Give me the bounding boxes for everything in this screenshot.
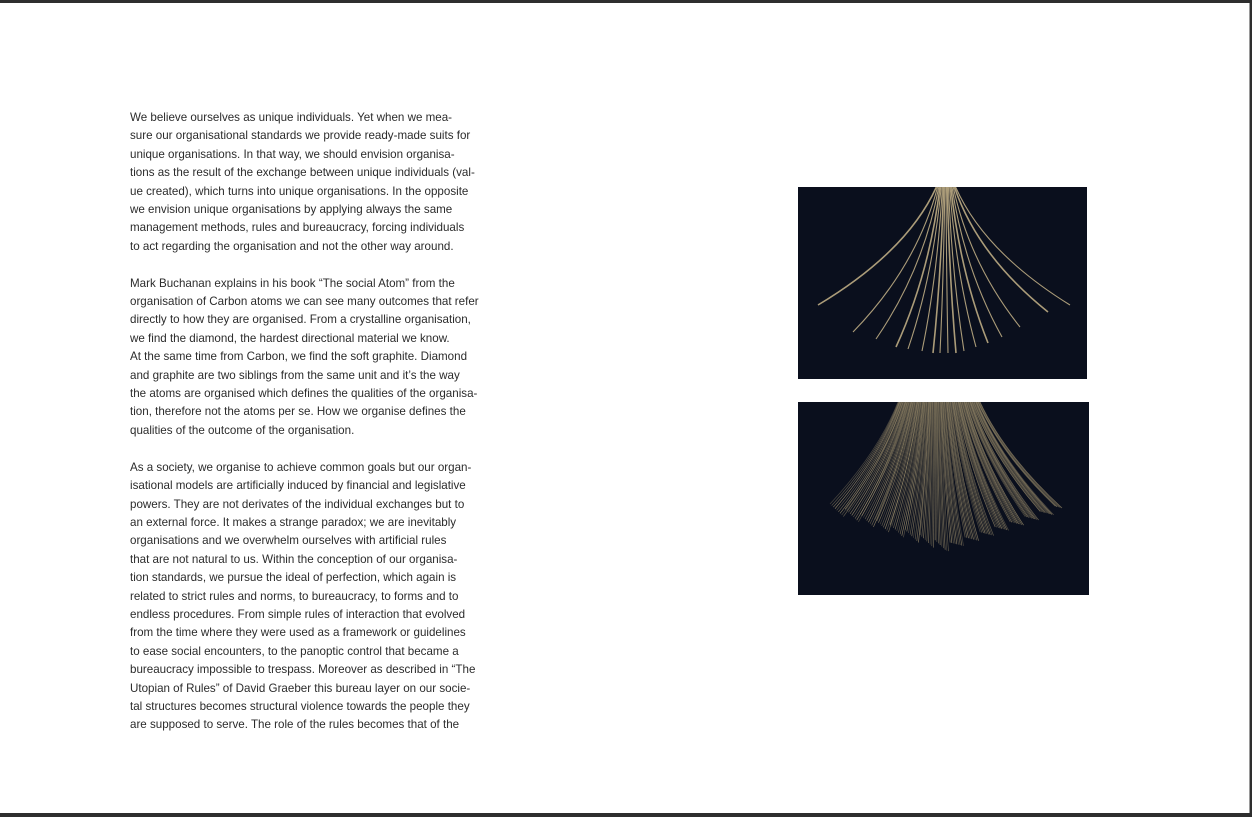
text-line: related to strict rules and norms, to bureaucracy, to forms and to	[130, 589, 459, 603]
paragraph-2	[130, 275, 492, 441]
fiber-strand	[956, 187, 1070, 305]
text-line: We believe ourselves as unique individuals. Yet when we mea-	[130, 111, 453, 124]
text-line: qualities of the outcome of the organisation.	[130, 423, 355, 437]
text-line: tion, therefore not the atoms per se. How we organise defines the	[130, 405, 466, 419]
fanned-strands-illustration	[798, 187, 1087, 379]
text-line: tion standards, we pursue the ideal of perfection, which again is	[130, 571, 457, 585]
text-line: the atoms are organised which defines the qualities of the organisa-	[130, 387, 478, 401]
text-line: Mark Buchanan explains in his book “The social Atom” from the	[130, 276, 455, 290]
text-line: we envision unique organisations by applying always the same	[130, 203, 453, 217]
text-line: directly to how they are organised. From a crystalline organisation,	[130, 313, 471, 327]
text-line: an external force. It makes a strange paradox; we are inevitably	[130, 515, 457, 529]
text-line: powers. They are not derivates of the individual exchanges but to	[130, 497, 465, 511]
text-line: Utopian of Rules” of David Graeber this bureau layer on our socie-	[130, 681, 471, 695]
text-line: to act regarding the organisation and not the other way around.	[130, 239, 454, 253]
text-line: unique organisations. In that way, we should envision organisa-	[130, 147, 455, 161]
document-page	[0, 3, 1250, 813]
text-line: from the time where they were used as a framework or guidelines	[130, 626, 466, 640]
text-line: At the same time from Carbon, we find the soft graphite. Diamond	[130, 350, 468, 364]
text-line: tions as the result of the exchange between unique individuals (val-	[130, 166, 475, 180]
text-line: are supposed to serve. The role of the rules becomes that of the	[130, 718, 460, 732]
text-line: As a society, we organise to achieve common goals but our organ-	[130, 460, 472, 474]
text-line: that are not natural to us. Within the conception of our organisa-	[130, 552, 458, 566]
fiber-strand	[954, 187, 1048, 312]
paragraph-3	[130, 459, 492, 735]
fiber-strand	[852, 402, 906, 515]
text-line: management methods, rules and bureaucracy, forcing individuals	[130, 221, 465, 235]
text-line: bureaucracy impossible to trespass. Moreover as described in “The	[130, 663, 476, 677]
text-line: organisations and we overwhelm ourselves with artificial rules	[130, 534, 447, 548]
text-line: isational models are artificially induced by financial and legislative	[130, 479, 466, 493]
paragraph-1	[130, 109, 492, 256]
text-line: endless procedures. From simple rules of interaction that evolved	[130, 607, 466, 621]
text-line: tal structures becomes structural violence towards the people they	[130, 699, 470, 713]
text-line: to ease social encounters, to the panoptic control that became a	[130, 644, 459, 658]
text-line: sure our organisational standards we provide ready-made suits for	[130, 129, 471, 143]
text-line: we find the diamond, the hardest directional material we know.	[130, 331, 450, 345]
text-line: organisation of Carbon atoms we can see many outcomes that refer	[130, 295, 479, 309]
text-line: ue created), which turns into unique organisations. In the opposite	[130, 184, 469, 198]
fanned-strands-photo-top	[798, 187, 1087, 379]
fiber-strand	[876, 187, 939, 339]
body-text-column	[130, 109, 492, 753]
dense-strands-illustration	[798, 402, 1089, 595]
text-line: and graphite are two siblings from the same unit and it’s the way	[130, 368, 460, 382]
fanned-strands-photo-bottom	[798, 402, 1089, 595]
